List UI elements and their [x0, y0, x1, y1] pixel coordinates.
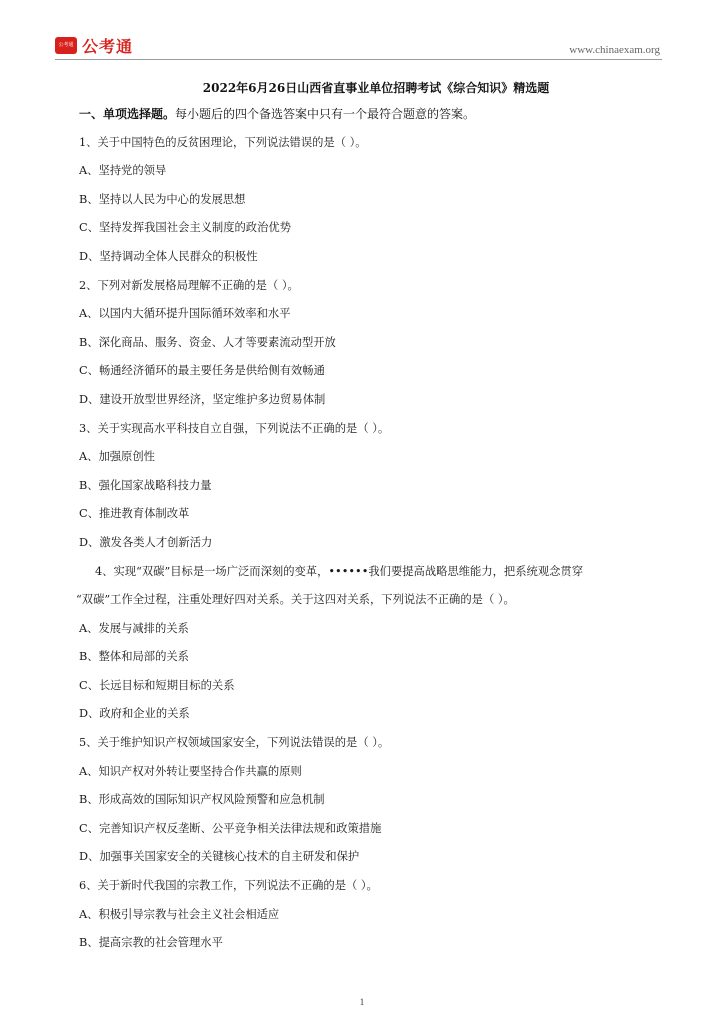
question-stem: 5、关于维护知识产权领域国家安全，下列说法错误的是（ ）。 — [79, 736, 390, 750]
answer-option: D、坚持调动全体人民群众的积极性 — [79, 249, 258, 263]
brand-logo[interactable] — [55, 34, 133, 57]
logo-text: 公考通 — [82, 37, 134, 56]
question-stem: 1、关于中国特色的反贫困理论，下列说法错误的是（ ）。 — [79, 135, 367, 149]
answer-option: A、坚持党的领导 — [79, 164, 167, 178]
question-stem: 6、关于新时代我国的宗教工作，下列说法不正确的是（ ）。 — [79, 879, 378, 893]
question-stem: 3、关于实现高水平科技自立自强，下列说法不正确的是（ ）。 — [79, 421, 390, 435]
answer-option: C、长远目标和短期目标的关系 — [79, 678, 235, 692]
answer-option: D、建设开放型世界经济，坚定维护多边贸易体制 — [79, 392, 326, 406]
answer-option: C、推进教育体制改革 — [79, 507, 190, 521]
question-stem: 2、下列对新发展格局理解不正确的是（ ）。 — [79, 278, 299, 292]
answer-option: B、形成高效的国际知识产权风险预警和应急机制 — [79, 793, 325, 807]
logo-badge-icon: 公考通 — [55, 37, 77, 54]
answer-option: D、加强事关国家安全的关键核心技术的自主研发和保护 — [79, 850, 360, 864]
header-divider — [55, 59, 662, 60]
question-stem: 4、实现“双碳”目标是一场广泛而深刻的变革，••••••我们要提高战略思维能力，把系统观念贯穿 — [95, 564, 584, 578]
answer-option: C、完善知识产权反垄断、公平竞争相关法律法规和政策措施 — [79, 821, 382, 835]
document-body — [76, 76, 667, 958]
answer-option: B、提高宗教的社会管理水平 — [79, 936, 223, 950]
answer-option: A、积极引导宗教与社会主义社会相适应 — [79, 907, 280, 921]
page-header — [0, 0, 724, 62]
answer-option: C、坚持发挥我国社会主义制度的政治优势 — [79, 221, 291, 235]
answer-option: B、整体和局部的关系 — [79, 650, 189, 664]
answer-option: D、激发各类人才创新活力 — [79, 535, 213, 549]
answer-option: B、坚持以人民为中心的发展思想 — [79, 192, 246, 206]
answer-option: A、发展与减排的关系 — [79, 621, 189, 635]
answer-option: C、畅通经济循环的最主要任务是供给侧有效畅通 — [79, 364, 325, 378]
answer-option: B、深化商品、服务、资金、人才等要素流动型开放 — [79, 335, 336, 349]
document-title: 2022年6月26日山西省直事业单位招聘考试《综合知识》精选题 — [202, 81, 550, 95]
page-number: 1 — [359, 997, 365, 1007]
answer-option: B、强化国家战略科技力量 — [79, 478, 212, 492]
question-stem-continued: “双碳”工作全过程，注重处理好四对关系。关于这四对关系，下列说法不正确的是（ ）。 — [76, 593, 515, 607]
site-url[interactable]: www.chinaexam.org — [569, 44, 660, 56]
answer-option: A、加强原创性 — [79, 450, 155, 464]
answer-option: A、知识产权对外转让要坚持合作共赢的原则 — [79, 764, 302, 778]
section-instruction: 每小题后的四个备选答案中只有一个最符合题意的答案。 — [175, 107, 476, 121]
answer-option: D、政府和企业的关系 — [79, 707, 190, 721]
section-label: 一、单项选择题。 — [79, 107, 176, 121]
section-heading — [79, 100, 667, 129]
answer-option: A、以国内大循环提升国际循环效率和水平 — [79, 307, 291, 321]
